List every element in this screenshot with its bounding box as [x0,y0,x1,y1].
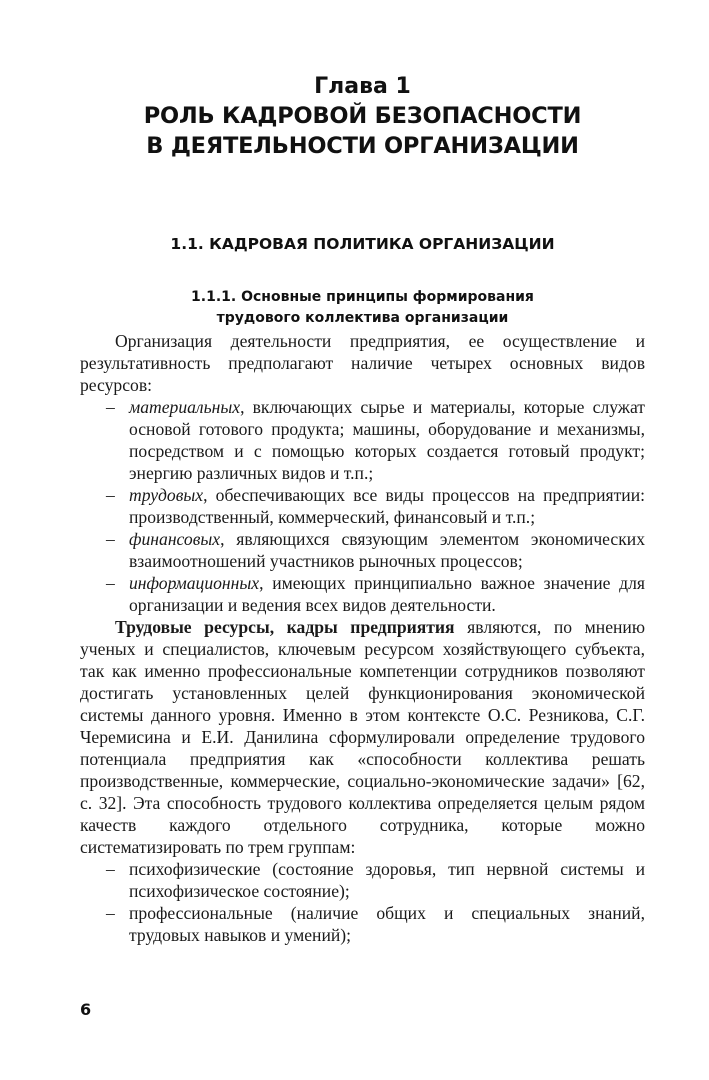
subsection-title-line-1: 1.1.1. Основные принципы формирования [191,289,534,305]
resource-term: трудовых [129,485,204,505]
list-dash: – [106,573,115,593]
resource-description: , являющихся связующим элементом экономических взаимоотношений участников рыночных процессов; [129,529,645,571]
quality-description: психофизические (состояние здоровья, тип нервной системы и психофизическое состояние); [129,859,645,901]
resource-description: , имеющих принципиально важное значение для организации и ведения всех видов деятельности. [129,573,645,615]
main-paragraph-lead: Трудовые ресурсы, кадры предприятия [115,617,455,637]
resource-description: , включающих сырье и материалы, которые служат основой готового продукта; машины, оборудование и механизмы, посредством и с помощью которых создается готовый продукт; энергию различных видов и т.п.; [129,397,645,483]
page-number: 6 [80,1000,92,1019]
quality-list-item-psychophysical [80,858,645,902]
resource-description: , обеспечивающих все виды процессов на предприятии: производственный, коммерческий, финансовый и т.п.; [129,485,645,527]
resource-term: финансовых [129,529,221,549]
body-text [80,330,645,946]
book-page [80,0,645,1080]
chapter-title-line-1: РОЛЬ КАДРОВОЙ БЕЗОПАСНОСТИ [143,103,582,129]
resource-list-item-information [80,572,645,616]
intro-paragraph: Организация деятельности предприятия, ее осуществление и результативность предполагают наличие четырех основных видов ресурсов: [80,331,645,395]
list-dash: – [106,485,115,505]
resource-list-item-material [80,396,645,484]
subsection-title-line-2: трудового коллектива организации [216,310,509,326]
chapter-title-line-2: В ДЕЯТЕЛЬНОСТИ ОРГАНИЗАЦИИ [146,133,579,159]
list-dash: – [106,903,115,923]
resource-term: материальных [129,397,241,417]
quality-list [80,858,645,946]
resource-term: информационных [129,573,260,593]
main-paragraph [80,616,645,858]
chapter-label: Глава 1 [314,74,411,99]
resource-list [80,396,645,616]
list-dash: – [106,529,115,549]
chapter-title [80,101,645,161]
quality-list-item-professional [80,902,645,946]
subsection-title [80,287,645,329]
quality-description: профессиональные (наличие общих и специальных знаний, трудовых навыков и умений); [129,903,645,945]
resource-list-item-financial [80,528,645,572]
list-dash: – [106,397,115,417]
list-dash: – [106,859,115,879]
resource-list-item-labor [80,484,645,528]
section-title: 1.1. КАДРОВАЯ ПОЛИТИКА ОРГАНИЗАЦИИ [170,235,555,253]
main-paragraph-text: являются, по мнению ученых и специалистов, ключевым ресурсом хозяйствующего субъекта, так как именно профессиональные компетенции сотрудников позволяют достигать установленных целей функционирования экономической системы данного уровня. Именно в этом контексте О.С. Резникова, С.Г. Черемисина и Е.И. Данилина сформулировали определение трудового потенциала предприятия как «способности коллектива решать производственные, коммерческие, социально-экономические задачи» [62, с. 32]. Эта способность трудового коллектива определяется целым рядом качеств каждого отдельного сотрудника, которые можно систематизировать по трем группам: [80,617,645,857]
